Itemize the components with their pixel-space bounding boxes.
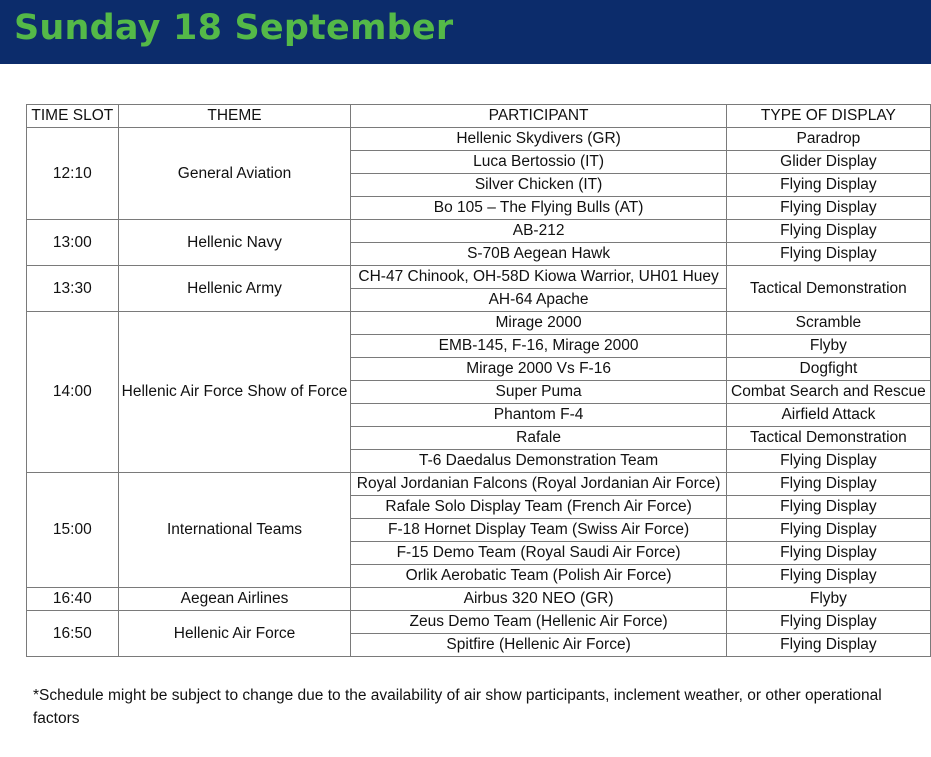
column-header-participant: PARTICIPANT xyxy=(351,105,726,128)
table-row xyxy=(27,588,931,611)
display-type-cell: Flying Display xyxy=(726,473,930,496)
header-row xyxy=(27,105,931,128)
display-type-cell: Combat Search and Rescue xyxy=(726,381,930,404)
display-type-cell: Flying Display xyxy=(726,634,930,657)
participant-cell: Hellenic Skydivers (GR) xyxy=(351,128,726,151)
display-type-cell: Tactical Demonstration xyxy=(726,266,930,312)
participant-cell: Airbus 320 NEO (GR) xyxy=(351,588,726,611)
participant-cell: Bo 105 – The Flying Bulls (AT) xyxy=(351,197,726,220)
table-row xyxy=(27,473,931,496)
participant-cell: F-15 Demo Team (Royal Saudi Air Force) xyxy=(351,542,726,565)
participant-cell: Phantom F-4 xyxy=(351,404,726,427)
header-banner xyxy=(0,0,931,64)
participant-cell: Spitfire (Hellenic Air Force) xyxy=(351,634,726,657)
participant-cell: T-6 Daedalus Demonstration Team xyxy=(351,450,726,473)
participant-cell: Orlik Aerobatic Team (Polish Air Force) xyxy=(351,565,726,588)
schedule-footnote: *Schedule might be subject to change due to the availability of air show participants, inclement weather, or other operational factors xyxy=(33,687,882,727)
participant-cell: Royal Jordanian Falcons (Royal Jordanian Air Force) xyxy=(351,473,726,496)
display-type-cell: Tactical Demonstration xyxy=(726,427,930,450)
participant-cell: Luca Bertossio (IT) xyxy=(351,151,726,174)
table-row xyxy=(27,128,931,151)
participant-cell: Rafale xyxy=(351,427,726,450)
participant-cell: Super Puma xyxy=(351,381,726,404)
participant-cell: S-70B Aegean Hawk xyxy=(351,243,726,266)
time-slot-cell: 16:50 xyxy=(27,611,119,657)
column-header-time-slot: TIME SLOT xyxy=(27,105,119,128)
time-slot-cell: 14:00 xyxy=(27,312,119,473)
table-row xyxy=(27,220,931,243)
participant-cell: AB-212 xyxy=(351,220,726,243)
display-type-cell: Dogfight xyxy=(726,358,930,381)
theme-cell: Hellenic Air Force Show of Force xyxy=(118,312,351,473)
display-type-cell: Flyby xyxy=(726,588,930,611)
display-type-cell: Flyby xyxy=(726,335,930,358)
display-type-cell: Paradrop xyxy=(726,128,930,151)
participant-cell: Silver Chicken (IT) xyxy=(351,174,726,197)
time-slot-cell: 15:00 xyxy=(27,473,119,588)
participant-cell: AH-64 Apache xyxy=(351,289,726,312)
schedule-table xyxy=(26,104,931,657)
participant-cell: Mirage 2000 Vs F-16 xyxy=(351,358,726,381)
display-type-cell: Flying Display xyxy=(726,565,930,588)
display-type-cell: Scramble xyxy=(726,312,930,335)
display-type-cell: Airfield Attack xyxy=(726,404,930,427)
display-type-cell: Flying Display xyxy=(726,197,930,220)
display-type-cell: Flying Display xyxy=(726,220,930,243)
theme-cell: Aegean Airlines xyxy=(118,588,351,611)
table-row xyxy=(27,312,931,335)
theme-cell: General Aviation xyxy=(118,128,351,220)
participant-cell: Zeus Demo Team (Hellenic Air Force) xyxy=(351,611,726,634)
theme-cell: Hellenic Navy xyxy=(118,220,351,266)
column-header-theme: THEME xyxy=(118,105,351,128)
participant-cell: CH-47 Chinook, OH-58D Kiowa Warrior, UH01 Huey xyxy=(351,266,726,289)
page-title: Sunday 18 September xyxy=(14,8,454,48)
table-header xyxy=(27,105,931,128)
participant-cell: EMB-145, F-16, Mirage 2000 xyxy=(351,335,726,358)
table-body xyxy=(27,128,931,657)
display-type-cell: Flying Display xyxy=(726,174,930,197)
time-slot-cell: 13:00 xyxy=(27,220,119,266)
time-slot-cell: 13:30 xyxy=(27,266,119,312)
time-slot-cell: 16:40 xyxy=(27,588,119,611)
table-row xyxy=(27,611,931,634)
table-row xyxy=(27,266,931,289)
participant-cell: F-18 Hornet Display Team (Swiss Air Force) xyxy=(351,519,726,542)
column-header-type-of-display: TYPE OF DISPLAY xyxy=(726,105,930,128)
display-type-cell: Flying Display xyxy=(726,496,930,519)
theme-cell: Hellenic Air Force xyxy=(118,611,351,657)
time-slot-cell: 12:10 xyxy=(27,128,119,220)
participant-cell: Mirage 2000 xyxy=(351,312,726,335)
display-type-cell: Flying Display xyxy=(726,611,930,634)
display-type-cell: Glider Display xyxy=(726,151,930,174)
display-type-cell: Flying Display xyxy=(726,542,930,565)
display-type-cell: Flying Display xyxy=(726,243,930,266)
display-type-cell: Flying Display xyxy=(726,519,930,542)
theme-cell: International Teams xyxy=(118,473,351,588)
display-type-cell: Flying Display xyxy=(726,450,930,473)
theme-cell: Hellenic Army xyxy=(118,266,351,312)
participant-cell: Rafale Solo Display Team (French Air Force) xyxy=(351,496,726,519)
